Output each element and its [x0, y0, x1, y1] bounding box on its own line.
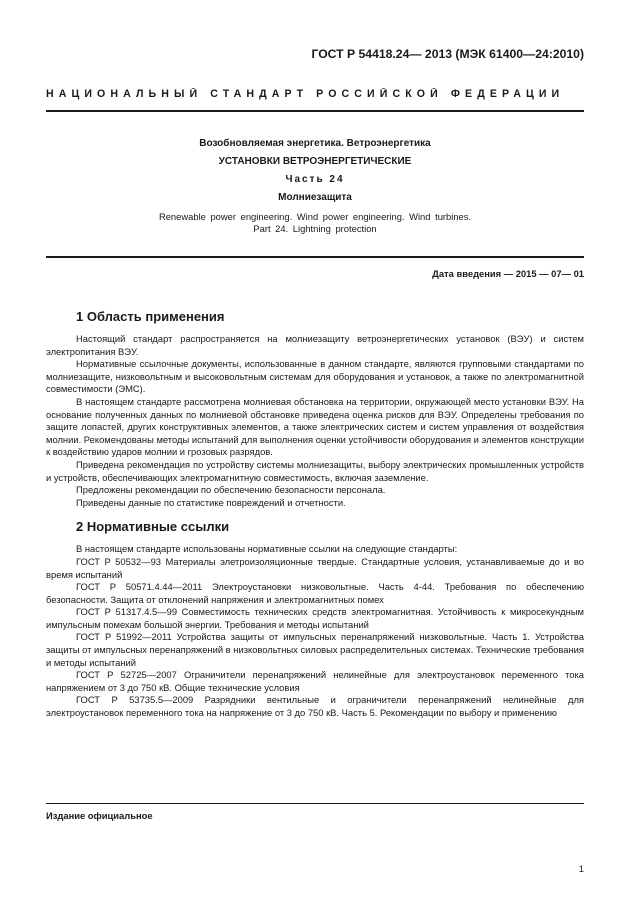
introduction-date: Дата введения — 2015 — 07— 01: [432, 268, 584, 279]
title-block: [46, 137, 584, 235]
section-1-paragraph: Приведены данные по статистике повреждений и отчетности.: [76, 496, 346, 508]
official-edition-label: Издание официальное: [46, 810, 153, 821]
section-2-paragraph: В настоящем стандарте использованы нормативные ссылки на следующие стандарты:: [76, 543, 458, 555]
title-line-1: Возобновляемая энергетика. Ветроэнергетика: [199, 138, 431, 149]
section-2-heading: 2 Нормативные ссылки: [76, 519, 230, 535]
document-body: [46, 309, 584, 720]
reference-item: ГОСТ Р 51317.4.5—99 Совместимость технических средств электромагнитная. Устойчивость к микросекундным импульсным помехам большой энергии. Требования и методы испытаний: [46, 606, 584, 630]
top-rule: [46, 110, 584, 112]
section-1-paragraph: Предложены рекомендации по обеспечению безопасности персонала.: [76, 484, 386, 496]
title-part: Часть 24: [285, 174, 345, 185]
reference-item: ГОСТ Р 50571.4.44—2011 Электроустановки низковольтные. Часть 4-44. Требования по обеспечению безопасности. Защита от отклонений напряжения и электромагнитных помех: [46, 581, 584, 605]
reference-item: ГОСТ Р 52725—2007 Ограничители перенапряжений нелинейные для электроустановок переменного тока напряжением от 3 до 750 кВ. Общие технические условия: [46, 669, 584, 693]
document-code: ГОСТ Р 54418.24— 2013 (МЭК 61400—24:2010): [311, 47, 584, 61]
reference-item: ГОСТ Р 51992—2011 Устройства защиты от импульсных перенапряжений низковольтные. Часть 1. Устройства защиты от импульсных перенапряжений в низковольтных силовых распределительных системах. Технические требования и методы испытаний: [46, 631, 584, 668]
title-english-line-2: Part 24. Lightning protection: [253, 223, 377, 234]
title-subject: Молниезащита: [278, 192, 352, 203]
footer-rule: [46, 803, 584, 804]
section-1-paragraph: Нормативные ссылочные документы, использованные в данном стандарте, являются групповыми стандартами по молниезащите, низковольтным и высоковольтным системам для оборудования и установок, а также по электромагнитной совместимости (ЭМС).: [46, 358, 584, 395]
section-1-paragraph: Приведена рекомендация по устройству системы молниезащиты, выбору электрических промышленных устройств и устройств, обеспечивающих электромагнитную совместимость, включая заземление.: [46, 458, 584, 483]
reference-item: ГОСТ Р 50532—93 Материалы элетроизоляционные твердые. Стандартные условия, устанавливаемые до и во время испытаний: [46, 555, 584, 580]
section-1-paragraph: Настоящий стандарт распространяется на молниезащиту ветроэнергетических установок (ВЭУ) и систем электропитания ВЭУ.: [46, 333, 584, 357]
page-number: 1: [578, 863, 584, 874]
section-1-paragraph: В настоящем стандарте рассмотрена молниевая обстановка на территории, окружающей место установки ВЭУ. На основание полученных данных по молниевой обстановке приведена оценка рисков для ВЭУ. Определены требования по защите лопастей, других конструктивных элементов, а также электрических систем и систем управления от воздействия молнии. Рекомендованы методы испытаний для выполнения оценки устойчивости оборудования и элементов конструкции к воздействию ударов молнии и грозовых разрядов.: [46, 395, 584, 458]
title-line-2: УСТАНОВКИ ВЕТРОЭНЕРГЕТИЧЕСКИЕ: [218, 156, 412, 167]
section-1-heading: 1 Область применения: [76, 309, 225, 324]
reference-item: ГОСТ Р 53735.5—2009 Разрядники вентильные и ограничители перенапряжений нелинейные для электроустановок переменного тока на напряжение от 3 до 750 кВ. Часть 5. Рекомендации по выбору и применению: [46, 694, 584, 719]
national-standard-banner: НАЦИОНАЛЬНЫЙ СТАНДАРТ РОССИЙСКОЙ ФЕДЕРАЦИИ: [46, 88, 565, 100]
title-english-line-1: Renewable power engineering. Wind power engineering. Wind turbines.: [158, 211, 472, 222]
middle-rule: [46, 256, 584, 258]
